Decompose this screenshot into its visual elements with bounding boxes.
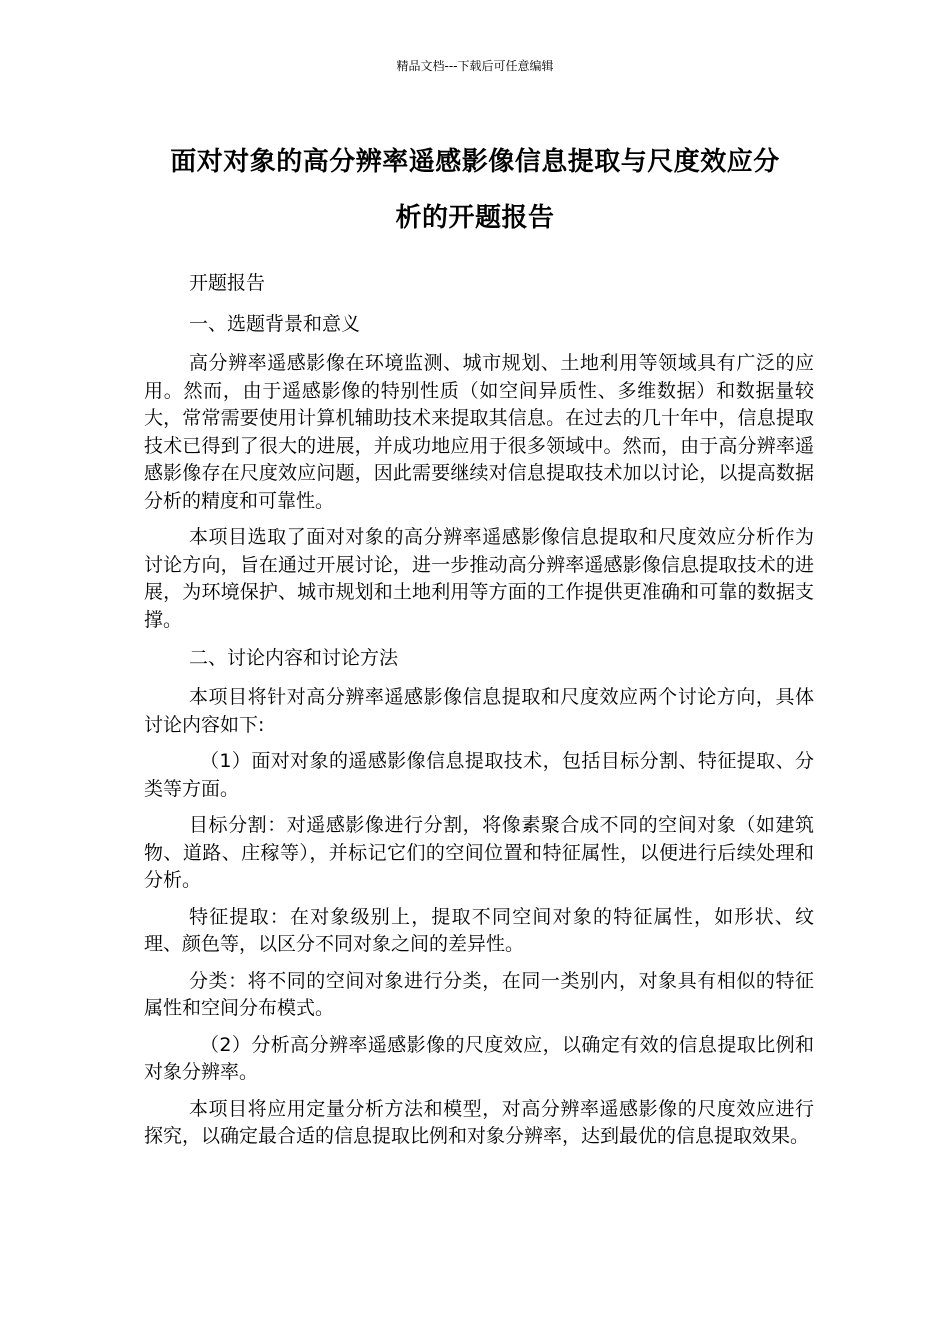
document-title bbox=[140, 134, 810, 246]
paragraph-background-1: 高分辨率遥感影像在环境监测、城市规划、土地利用等领域具有广泛的应用。然而，由于遥感影像的特别性质（如空间异质性、多维数据）和数据量较大，常常需要使用计算机辅助技术来提取其信息。在过去的几十年中，信息提取技术已得到了很大的进展，并成功地应用于很多领域中。然而，由于高分辨率遥感影像存在尺度效应问题，因此需要继续对信息提取技术加以讨论，以提高数据分析的精度和可靠性。 bbox=[144, 352, 814, 512]
paragraph-segmentation: 目标分割：对遥感影像进行分割，将像素聚合成不同的空间对象（如建筑物、道路、庄稼等），并标记它们的空间位置和特征属性，以便进行后续处理和分析。 bbox=[144, 814, 814, 891]
page-header: 精品文档---下载后可任意编辑 bbox=[396, 59, 554, 73]
title-line-2: 析的开题报告 bbox=[395, 203, 555, 233]
list-item-1: （1）面对对象的遥感影像信息提取技术，包括目标分割、特征提取、分类等方面。 bbox=[144, 750, 814, 800]
paragraph-feature-extraction: 特征提取：在对象级别上，提取不同空间对象的特征属性，如形状、纹理、颜色等，以区分不同对象之间的差异性。 bbox=[144, 905, 814, 955]
title-line-1: 面对对象的高分辨率遥感影像信息提取与尺度效应分 bbox=[170, 147, 780, 177]
paragraph-scale-effect-method: 本项目将应用定量分析方法和模型，对高分辨率遥感影像的尺度效应进行探究，以确定最合适的信息提取比例和对象分辨率，达到最优的信息提取效果。 bbox=[144, 1097, 814, 1147]
section-label-report: 开题报告 bbox=[189, 272, 266, 294]
section-heading-content-methods: 二、讨论内容和讨论方法 bbox=[189, 647, 399, 669]
paragraph-background-2: 本项目选取了面对对象的高分辨率遥感影像信息提取和尺度效应分析作为讨论方向，旨在通过开展讨论，进一步推动高分辨率遥感影像信息提取技术的进展，为环境保护、城市规划和土地利用等方面的工作提供更准确和可靠的数据支撑。 bbox=[144, 526, 814, 631]
document-body bbox=[144, 268, 814, 1160]
paragraph-classification: 分类：将不同的空间对象进行分类，在同一类别内，对象具有相似的特征属性和空间分布模式。 bbox=[144, 969, 814, 1019]
list-item-2: （2）分析高分辨率遥感影像的尺度效应，以确定有效的信息提取比例和对象分辨率。 bbox=[144, 1033, 814, 1083]
paragraph-content-intro: 本项目将针对高分辨率遥感影像信息提取和尺度效应两个讨论方向，具体讨论内容如下: bbox=[144, 686, 814, 736]
section-heading-background: 一、选题背景和意义 bbox=[189, 313, 361, 335]
